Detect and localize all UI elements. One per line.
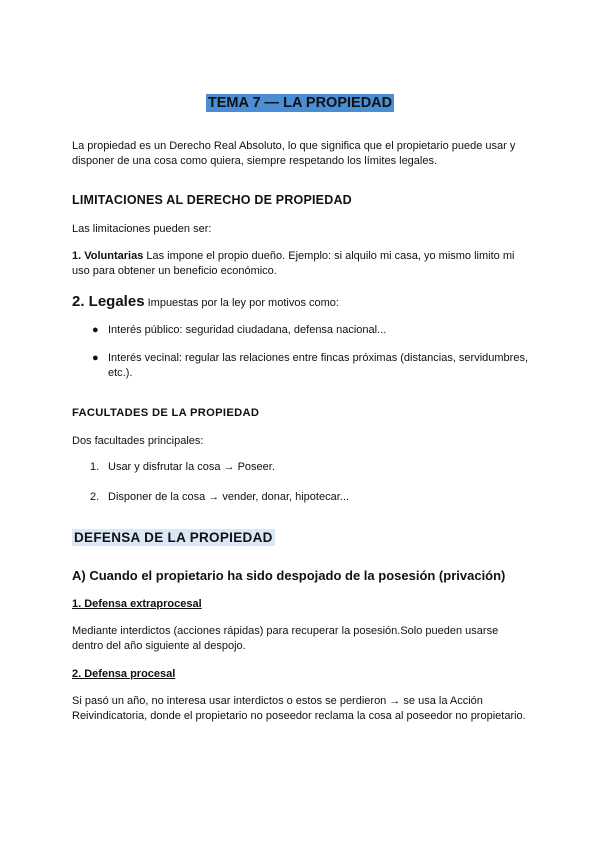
defensa-extraprocesal-heading: 1. Defensa extraprocesal [72, 598, 202, 610]
voluntarias-text: Las impone el propio dueño. Ejemplo: si alquilo mi casa, yo mismo limito mi uso para obtener un beneficio económico. [72, 250, 515, 277]
defensa-heading-text: DEFENSA DE LA PROPIEDAD [74, 530, 273, 545]
voluntarias-label: 1. Voluntarias [72, 250, 144, 262]
defensa-subheading-a: A) Cuando el propietario ha sido despojado de la posesión (privación) [72, 568, 506, 583]
list-item-number: 2. [90, 491, 100, 503]
limitacion-voluntarias [72, 249, 532, 279]
facultades-heading: FACULTADES DE LA PROPIEDAD [72, 407, 260, 419]
page-title-text: TEMA 7 — LA PROPIEDAD [207, 95, 393, 111]
list-item-number: 1. [90, 461, 100, 473]
limitaciones-lead: Las limitaciones pueden ser: [72, 223, 212, 235]
defensa-extraprocesal-text: Mediante interdictos (acciones rápidas) para recuperar la posesión.Solo pueden usarse dentro del año siguiente al despojo. [72, 625, 499, 652]
list-item-text: Interés vecinal: regular las relaciones entre fincas próximas (distancias, servidumbres, etc.). [108, 352, 529, 379]
bullet-icon: ● [92, 352, 99, 364]
limitaciones-heading: LIMITACIONES AL DERECHO DE PROPIEDAD [72, 193, 352, 207]
list-item-text: Usar y disfrutar la cosa → Poseer. [108, 461, 275, 473]
list-item-text: Interés público: seguridad ciudadana, defensa nacional... [108, 324, 387, 336]
legales-text: Impuestas por la ley por motivos como: [144, 297, 339, 309]
defensa-procesal-text: Si pasó un año, no interesa usar interdictos o estos se perdieron → se usa la Acción Reivindicatoria, donde el propietario no poseedor reclama la cosa al poseedor no propietario. [72, 695, 526, 722]
bullet-icon: ● [92, 324, 99, 336]
intro-paragraph: La propiedad es un Derecho Real Absoluto, lo que significa que el propietario puede usar y disponer de una cosa como quiera, siempre respetando los límites legales. [72, 140, 516, 167]
facultades-lead: Dos facultades principales: [72, 435, 204, 447]
list-item-text: Disponer de la cosa → vender, donar, hipotecar... [108, 491, 349, 503]
defensa-heading [72, 530, 275, 545]
defensa-procesal-heading: 2. Defensa procesal [72, 668, 176, 680]
legales-label: 2. Legales [72, 293, 145, 310]
page-title [0, 95, 600, 111]
limitacion-legales [72, 293, 532, 312]
